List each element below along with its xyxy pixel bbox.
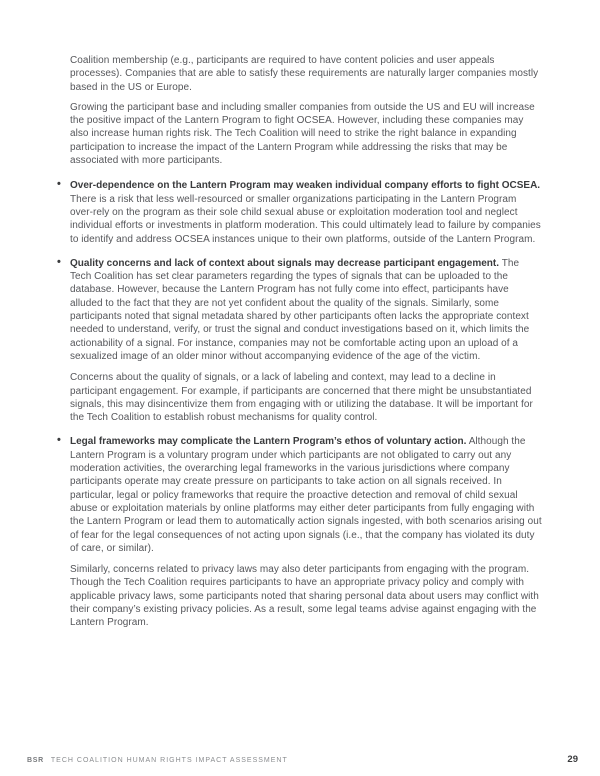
bullet-paragraph bbox=[70, 257, 542, 363]
bullet-followup-paragraph: Similarly, concerns related to privacy laws may also deter participants from engaging with the program. Though the Tech Coalition requires participants to have an appropriate privacy policy and comply with applicable privacy laws, some participants noted that sharing personal data about users may conflict with their company’s existing privacy policies. As a result, some legal teams advise against engaging with the Lantern Program. bbox=[70, 564, 539, 629]
intro-paragraph-2: Growing the participant base and including smaller companies from outside the US and EU will increase the positive impact of the Lantern Program to fight OCSEA. However, including these companies may also increase human rights risk. The Tech Coalition will need to strike the right balance in expanding participation to increase the impact of the Lantern Program while addressing the risks that may be associated with more participants. bbox=[70, 101, 535, 167]
bullet-followup-paragraph: Concerns about the quality of signals, or a lack of labeling and context, may lead to a decline in participant engagement. For example, if participants are concerned that there might be unsubstantiated signals, this may disincentivize them from engaging with or utilizing the database. It will be important for the Tech Coalition to establish robust mechanisms for quality control. bbox=[70, 372, 533, 424]
bullet-paragraph bbox=[70, 435, 542, 555]
bullet-lead-text: Legal frameworks may complicate the Lantern Program’s ethos of voluntary action. bbox=[70, 436, 467, 448]
bullet-item-legal-frameworks bbox=[56, 435, 542, 629]
page-number: 29 bbox=[567, 754, 578, 765]
page-body bbox=[70, 54, 542, 641]
bullet-item-quality-concerns bbox=[56, 257, 542, 425]
bullet-body-text: The Tech Coalition has set clear parameters regarding the types of signals that can be uploaded to the database. However, because the Lantern Program has not fully come into effect, participants have alluded to the fact that they are not yet confident about the quality of the signals. Similarly, some participants noted that signal metadata shared by other participants often lacks the appropriate context needed to understand, verify, or trust the signal and conduct investigations based on it, which limits the actionability of a signal. For instance, companies may not be comfortable acting upon an upload of a sexualized image of an older minor without accompanying evidence of the age of the victim. bbox=[70, 257, 530, 362]
bullet-lead-text: Quality concerns and lack of context about signals may decrease participant engagement. bbox=[70, 257, 500, 269]
bullet-body-text: Although the Lantern Program is a voluntary program under which participants are not obligated to carry out any moderation activities, the overarching legal frameworks in the various jurisdictions where company participants operate may create pressure on participants to take action on all signals received. In particular, legal or policy frameworks that require the proactive detection and removal of child sexual abuse or exploitation materials by online platforms may either deter participants from fully engaging with the Lantern Program or lead them to automatically action signals ingested, with both scenarios arising out of fear for the legal consequences of not acting upon signals (i.e., that the company has violated its duty of care, or similar). bbox=[70, 436, 542, 554]
intro-paragraph-1: Coalition membership (e.g., participants are required to have content policies and user appeals processes). Companies that are able to satisfy these requirements are naturally larger companies mostly based in the US or Europe. bbox=[70, 55, 539, 93]
footer-left bbox=[27, 757, 288, 764]
page-footer bbox=[27, 754, 578, 765]
bullet-body-text: There is a risk that less well-resourced or smaller organizations participating in the Lantern Program over-rely on the program as their sole child sexual abuse or exploitation moderation tool and neglect individual efforts or investments in platform moderation. This could ultimately lead to failure by companies to identify and address OCSEA instances unique to their own platforms, outside of the Lantern Program. bbox=[70, 193, 541, 245]
bullet-item-overdependence bbox=[56, 179, 542, 245]
brand-logo: BSR bbox=[27, 757, 44, 764]
bullet-paragraph bbox=[70, 179, 542, 245]
risk-bullet-list bbox=[56, 179, 542, 629]
bullet-lead-text: Over-dependence on the Lantern Program may weaken individual company efforts to fight OCSEA. bbox=[70, 180, 541, 192]
footer-doc-title: TECH COALITION HUMAN RIGHTS IMPACT ASSESSMENT bbox=[50, 757, 288, 764]
